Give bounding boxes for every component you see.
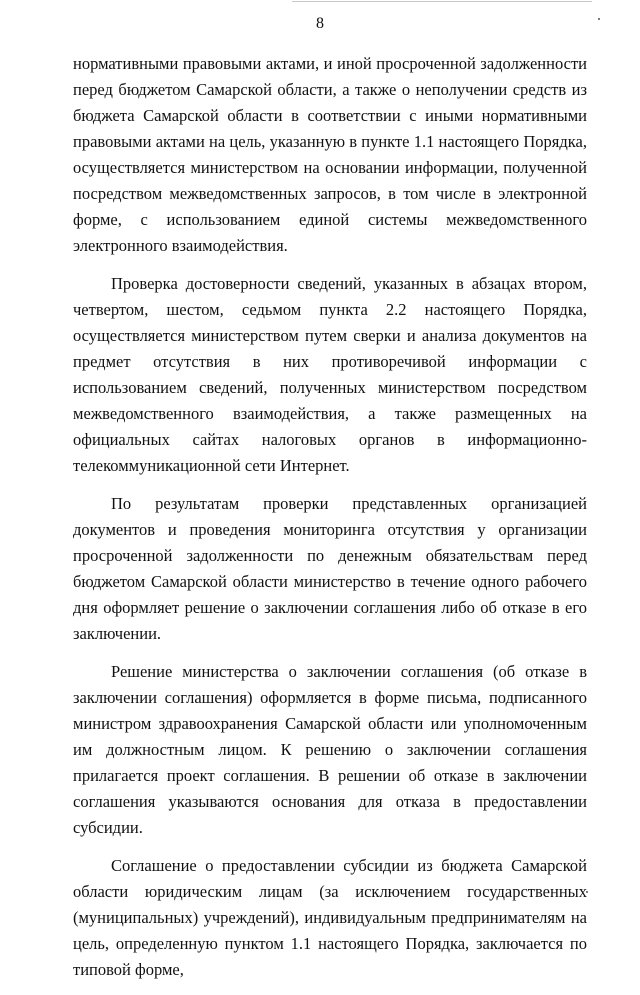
paragraph-1: нормативными правовыми актами, и иной просроченной задолженности перед бюджетом Самарской области, а также о неполучении средств из бюджета Самарской области в соответствии с иными нормативными правовыми актами на цель, указанную в пункте 1.1 настоящего Порядка, осуществляется министерством на основании информации, полученной посредством межведомственных запросов, в том числе в электронной форме, с использованием единой системы межведомственного электронного взаимодействия. [73, 54, 587, 255]
scan-edge-line [292, 1, 592, 2]
body-text [73, 51, 587, 995]
paragraph-4: Решение министерства о заключении соглашения (об отказе в заключении соглашения) оформляется в форме письма, подписанного министром здравоохранения Самарской области или уполномоченным им должностным лицом. К решению о заключении соглашения прилагается проект соглашения. В решении об отказе в заключении соглашения указываются основания для отказа в предоставлении субсидии. [73, 662, 587, 837]
paragraph-5: Соглашение о предоставлении субсидии из бюджета Самарской области юридическим лицам (за исключением государственных (муниципальных) учреждений), индивидуальным предпринимателям на цель, определенную пунктом 1.1 настоящего Порядка, заключается по типовой форме, [73, 856, 587, 979]
page-number: 8 [316, 15, 324, 32]
paragraph-2: Проверка достоверности сведений, указанных в абзацах втором, четвертом, шестом, седьмом пункта 2.2 настоящего Порядка, осуществляется министерством путем сверки и анализа документов на предмет отсутствия в них противоречивой информации с использованием сведений, полученных министерством посредством межведомственного взаимодействия, а также размещенных на официальных сайтах налоговых органов в информационно-телекоммуникационной сети Интернет. [73, 274, 587, 475]
paragraph-3: По результатам проверки представленных организацией документов и проведения мониторинга отсутствия у организации просроченной задолженности по денежным обязательствам перед бюджетом Самарской области министерство в течение одного рабочего дня оформляет решение о заключении соглашения либо об отказе в его заключении. [73, 494, 587, 643]
